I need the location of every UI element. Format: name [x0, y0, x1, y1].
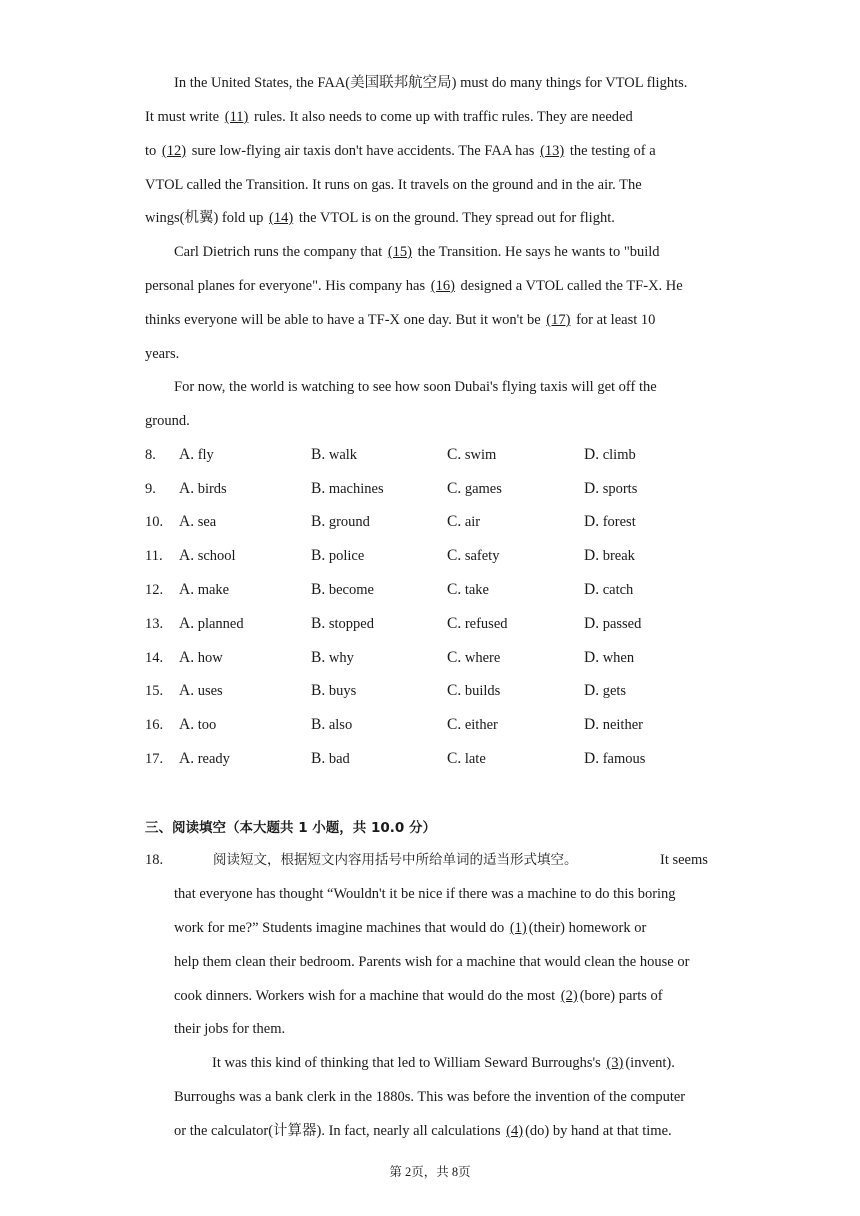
option-a[interactable]: A. school — [179, 547, 236, 564]
option-c[interactable]: C. either — [447, 716, 498, 733]
passage-line: work for me?” Students imagine machines that would do (1) (their) homework or — [174, 920, 647, 936]
option-d[interactable]: D. catch — [584, 581, 634, 598]
question-number: 10. — [145, 514, 164, 530]
option-a[interactable]: A. make — [179, 581, 230, 598]
option-a[interactable]: A. ready — [179, 750, 230, 767]
blank-2: (2) — [560, 988, 578, 1004]
passage-line: that everyone has thought “Wouldn't it be nice if there was a machine to do this boring — [174, 886, 676, 902]
passage-line: ground. — [145, 413, 190, 429]
passage-line: For now, the world is watching to see how soon Dubai's flying taxis will get off the — [174, 379, 657, 395]
option-c[interactable]: C. where — [447, 649, 501, 666]
passage-text: It seems — [660, 852, 708, 868]
option-a[interactable]: A. planned — [179, 615, 244, 632]
option-b[interactable]: B. why — [311, 649, 354, 666]
passage-line: or the calculator(计算器). In fact, nearly all calculations (4) (do) by hand at that time. — [174, 1123, 672, 1139]
blank-1: (1) — [509, 920, 527, 936]
passage-line: It must write (11) rules. It also needs to come up with traffic rules. They are needed — [145, 109, 633, 125]
option-c[interactable]: C. late — [447, 750, 486, 767]
option-b[interactable]: B. police — [311, 547, 365, 564]
question-number: 9. — [145, 481, 156, 497]
option-a[interactable]: A. uses — [179, 682, 223, 699]
option-c[interactable]: C. air — [447, 513, 481, 530]
option-d[interactable]: D. neither — [584, 716, 643, 733]
question-number: 11. — [145, 548, 163, 564]
option-a[interactable]: A. fly — [179, 446, 214, 463]
option-b[interactable]: B. stopped — [311, 615, 374, 632]
option-b[interactable]: B. machines — [311, 480, 384, 497]
page-footer: 第 2页，共 8页 — [389, 1165, 471, 1179]
option-d[interactable]: D. passed — [584, 615, 642, 632]
option-d[interactable]: D. when — [584, 649, 635, 666]
question-18-header — [145, 850, 708, 870]
option-c[interactable]: C. take — [447, 581, 489, 598]
passage-line: their jobs for them. — [174, 1021, 286, 1037]
blank-12: (12) — [161, 143, 187, 159]
option-c[interactable]: C. swim — [447, 446, 497, 463]
passage-line: wings(机翼) fold up (14) the VTOL is on the ground. They spread out for flight. — [145, 210, 615, 226]
option-d[interactable]: D. famous — [584, 750, 646, 767]
passage-line: years. — [145, 346, 180, 362]
option-b[interactable]: B. bad — [311, 750, 350, 767]
option-b[interactable]: B. become — [311, 581, 374, 598]
question-number: 15. — [145, 683, 164, 699]
passage-line: It was this kind of thinking that led to William Seward Burroughs's (3) (invent). — [212, 1055, 675, 1071]
option-b[interactable]: B. walk — [311, 446, 358, 463]
passage-line: thinks everyone will be able to have a TF-X one day. But it won't be (17) for at least 10 — [145, 312, 656, 328]
question-number: 17. — [145, 751, 164, 767]
option-d[interactable]: D. climb — [584, 446, 636, 463]
blank-13: (13) — [540, 143, 565, 159]
blank-15: (15) — [387, 244, 412, 260]
option-a[interactable]: A. too — [179, 716, 217, 733]
question-number: 16. — [145, 717, 164, 733]
passage-line: In the United States, the FAA(美国联邦航空局) must do many things for VTOL flights. — [174, 75, 688, 91]
passage-line: Carl Dietrich runs the company that (15) the Transition. He says he wants to "build — [174, 244, 660, 260]
passage-line: cook dinners. Workers wish for a machine that would do the most (2) (bore) parts of — [174, 988, 663, 1004]
question-number: 8. — [145, 447, 156, 463]
instruction: 阅读短文，根据短文内容用括号中所给单词的适当形式填空。 — [213, 852, 578, 868]
passage-line: Burroughs was a bank clerk in the 1880s. This was before the invention of the computer — [174, 1089, 686, 1105]
option-a[interactable]: A. sea — [179, 513, 217, 530]
blank-4: (4) — [506, 1123, 524, 1139]
option-b[interactable]: B. ground — [311, 513, 370, 530]
option-d[interactable]: D. gets — [584, 682, 627, 699]
passage-line: help them clean their bedroom. Parents wish for a machine that would clean the house or — [174, 954, 690, 970]
option-a[interactable]: A. how — [179, 649, 223, 666]
option-c[interactable]: C. refused — [447, 615, 508, 632]
blank-16: (16) — [430, 278, 455, 294]
blank-3: (3) — [606, 1055, 624, 1071]
blank-14: (14) — [269, 210, 294, 226]
option-a[interactable]: A. birds — [179, 480, 227, 497]
question-number: 14. — [145, 650, 164, 666]
option-b[interactable]: B. buys — [311, 682, 357, 699]
blank-17: (17) — [546, 312, 571, 328]
option-d[interactable]: D. sports — [584, 480, 638, 497]
option-d[interactable]: D. break — [584, 547, 635, 564]
question-number: 18. — [145, 852, 164, 868]
option-c[interactable]: C. builds — [447, 682, 501, 699]
option-c[interactable]: C. games — [447, 480, 502, 497]
passage-line: VTOL called the Transition. It runs on gas. It travels on the ground and in the air. The — [145, 177, 642, 193]
blank-11: (11) — [224, 109, 249, 125]
question-number: 13. — [145, 616, 164, 632]
option-b[interactable]: B. also — [311, 716, 353, 733]
option-d[interactable]: D. forest — [584, 513, 636, 530]
question-number: 12. — [145, 582, 164, 598]
passage-line: personal planes for everyone". His company has (16) designed a VTOL called the TF-X. He — [145, 278, 683, 294]
passage-line: to (12) sure low-flying air taxis don't have accidents. The FAA has (13) the testing of a — [145, 143, 656, 159]
option-c[interactable]: C. safety — [447, 547, 500, 564]
section-heading: 三、阅读填空（本大题共 1 小题，共 10.0 分） — [145, 820, 437, 836]
